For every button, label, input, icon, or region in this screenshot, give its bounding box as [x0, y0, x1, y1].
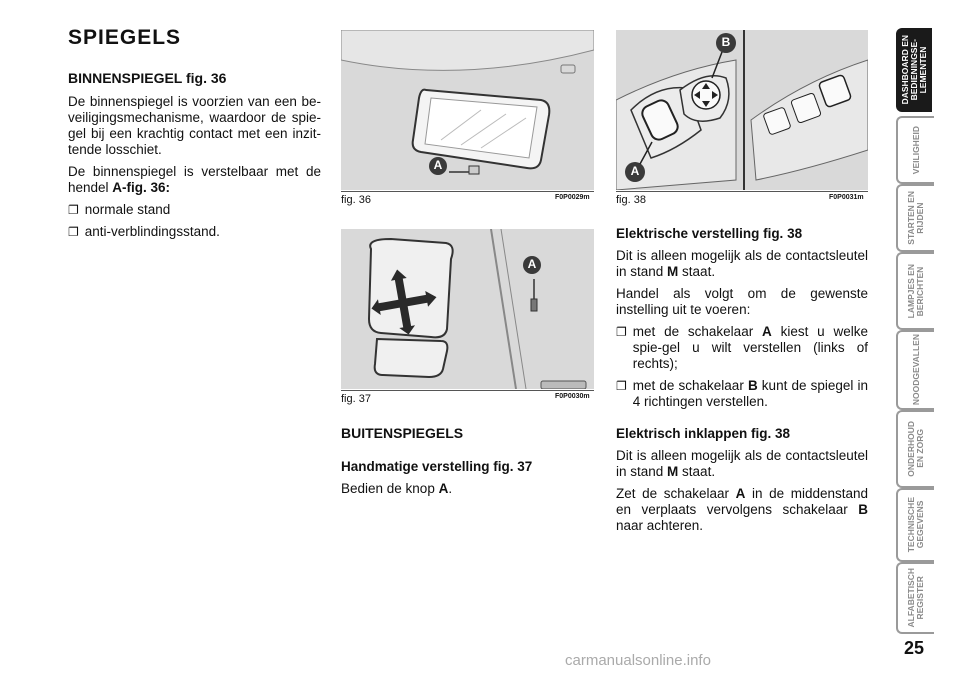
tab-dashboard[interactable]: DASHBOARD EN BEDIENINGSE- LEMENTEN — [896, 28, 932, 112]
figure-caption-rule — [341, 390, 594, 391]
subheading-handmatige-verstelling: Handmatige verstelling fig. 37 — [341, 459, 533, 474]
subheading-elektrisch-inklappen: Elektrisch inklappen fig. 38 — [616, 426, 791, 441]
bullet-icon: ❐ — [616, 325, 627, 339]
tab-alfabetisch-register[interactable]: ALFABETISCH REGISTER — [896, 562, 934, 634]
marker-a: A — [433, 158, 443, 172]
bullet-icon: ❐ — [616, 379, 627, 393]
page-number: 25 — [903, 638, 925, 658]
marker-a: A — [527, 257, 537, 271]
tab-onderhoud-en-zorg[interactable]: ONDERHOUD EN ZORG — [896, 410, 934, 488]
tab-starten-en-rijden[interactable]: STARTEN EN RIJDEN — [896, 184, 934, 252]
list-item: ❐ anti-verblindingsstand. — [68, 224, 220, 239]
left-column — [68, 26, 321, 246]
right-text — [616, 226, 868, 540]
figure-36-code: F0P0029m — [555, 194, 590, 201]
paragraph: Dit is alleen mogelijk als de contactsleutel in stand M staat. — [616, 448, 868, 479]
bullet-icon: ❐ — [68, 225, 79, 239]
marker-a: A — [630, 164, 640, 178]
paragraph: Zet de schakelaar A in de middenstand en verplaats vervolgens schakelaar B naar achteren. — [616, 486, 869, 533]
paragraph: Handel als volgt om de gewenste instelling uit te voeren: — [616, 286, 868, 317]
bullet-icon: ❐ — [68, 203, 79, 217]
figure-caption-rule — [616, 191, 868, 192]
figure-38-switch-panel — [616, 30, 868, 190]
marker-b: B — [721, 35, 731, 49]
tab-veiligheid[interactable]: VEILIGHEID — [896, 116, 934, 184]
figure-38-code: F0P0031m — [829, 194, 864, 201]
watermark: carmanualsonline.info — [565, 652, 711, 669]
tab-lampjes-en-berichten[interactable]: LAMPJES EN BERICHTEN — [896, 252, 934, 330]
figure-37-label: fig. 37 — [341, 393, 371, 405]
middle-text — [341, 425, 594, 503]
figure-37-code: F0P0030m — [555, 393, 590, 400]
section-heading-binnenspiegel: BINNENSPIEGEL fig. 36 — [68, 70, 227, 86]
tab-noodgevallen[interactable]: NOODGEVALLEN — [896, 330, 934, 410]
figure-37-exterior-mirror — [341, 229, 594, 389]
paragraph: Bedien de knop A. — [341, 481, 453, 496]
figure-38-label: fig. 38 — [616, 194, 646, 206]
figure-caption-rule — [341, 191, 594, 192]
paragraph: Dit is alleen mogelijk als de contactsleutel in stand M staat. — [616, 248, 868, 279]
figure-36-interior-mirror — [341, 30, 594, 190]
paragraph: De binnenspiegel is voorzien van een be-veiligingsmechanisme, waardoor de spie-gel bij een krachtig contact met een inzit-tende losschiet. — [68, 94, 321, 157]
list-item: ❐ met de schakelaar B kunt de spiegel in 4 richtingen verstellen. — [616, 378, 868, 409]
list-item: ❐ normale stand — [68, 202, 171, 217]
tab-technische-gegevens[interactable]: TECHNISCHE GEGEVENS — [896, 488, 934, 562]
page-title: SPIEGELS — [68, 26, 182, 49]
section-heading-buitenspiegels: BUITENSPIEGELS — [341, 425, 464, 441]
subheading-elektrische-verstelling: Elektrische verstelling fig. 38 — [616, 226, 803, 241]
figure-36-label: fig. 36 — [341, 194, 371, 206]
paragraph: De binnenspiegel is verstelbaar met de hendel A-fig. 36: — [68, 164, 321, 195]
list-item: ❐ met de schakelaar A kiest u welke spie-gel u wilt verstellen (links of rechts); — [616, 324, 868, 371]
